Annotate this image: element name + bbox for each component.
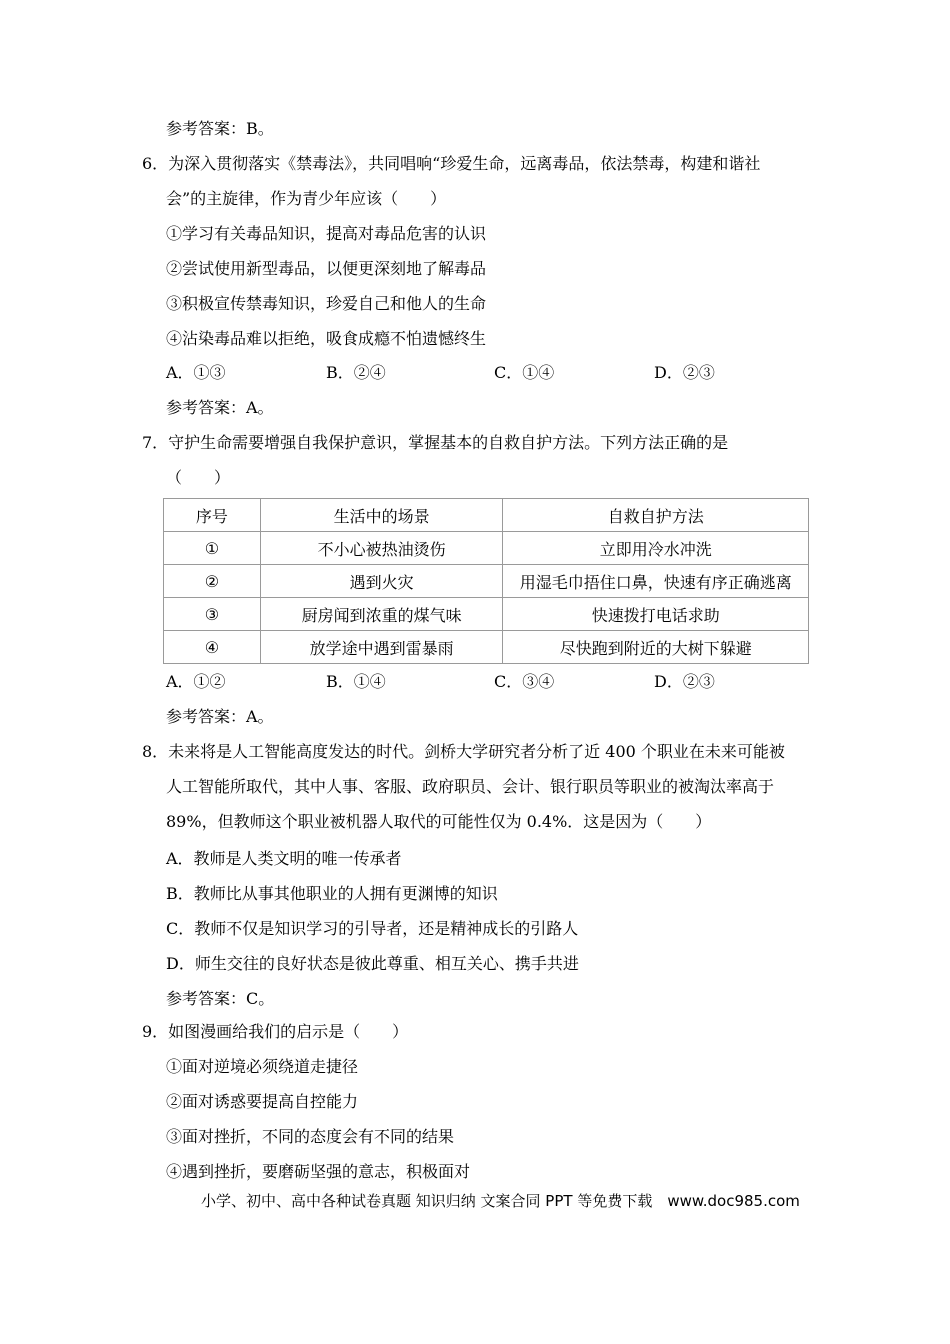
q7-option-a: A．①② xyxy=(166,672,226,691)
q8-stem-line1: 8．未来将是人工智能高度发达的时代。剑桥大学研究者分析了近 400 个职业在未来可能被 xyxy=(142,742,785,761)
q6-item-2: ②尝试使用新型毒品，以便更深刻地了解毒品 xyxy=(166,259,487,278)
table-cell: ③ xyxy=(164,598,261,631)
table-cell: 遇到火灾 xyxy=(260,565,503,598)
table-cell: 用湿毛巾捂住口鼻，快速有序正确逃离 xyxy=(503,565,809,598)
q9-item-1: ①面对逆境必须绕道走捷径 xyxy=(166,1057,359,1076)
q9-item-3: ③面对挫折，不同的态度会有不同的结果 xyxy=(166,1127,455,1146)
q5-answer: 参考答案：B。 xyxy=(166,119,274,138)
q7-option-b: B．①④ xyxy=(326,672,386,691)
table-cell: 立即用冷水冲洗 xyxy=(503,532,809,565)
table-cell: 放学途中遇到雷暴雨 xyxy=(260,631,503,664)
table-cell: 厨房闻到浓重的煤气味 xyxy=(260,598,503,631)
q6-option-c: C．①④ xyxy=(494,363,555,382)
header-cell: 序号 xyxy=(164,499,261,532)
table-cell: 不小心被热油烫伤 xyxy=(260,532,503,565)
q9-stem: 9．如图漫画给我们的启示是（ ） xyxy=(142,1022,409,1041)
q9-item-4: ④遇到挫折，要磨砺坚强的意志，积极面对 xyxy=(166,1162,471,1181)
header-cell: 生活中的场景 xyxy=(260,499,503,532)
q6-option-b: B．②④ xyxy=(326,363,386,382)
table-row xyxy=(164,631,809,664)
q6-answer: 参考答案：A。 xyxy=(166,398,274,417)
q8-answer: 参考答案：C。 xyxy=(166,989,275,1008)
q8-option-b: B．教师比从事其他职业的人拥有更渊博的知识 xyxy=(166,884,498,903)
q6-option-d: D．②③ xyxy=(654,363,715,382)
table-cell: 尽快跑到附近的大树下躲避 xyxy=(503,631,809,664)
q7-option-c: C．③④ xyxy=(494,672,555,691)
header-cell: 自救自护方法 xyxy=(503,499,809,532)
q7-option-d: D．②③ xyxy=(654,672,715,691)
q6-stem-line2: 会”的主旋律，作为青少年应该（ ） xyxy=(166,189,447,208)
q8-option-a: A．教师是人类文明的唯一传承者 xyxy=(166,849,402,868)
table-row xyxy=(164,598,809,631)
q6-item-1: ①学习有关毒品知识，提高对毒品危害的认识 xyxy=(166,224,487,243)
q8-option-d: D．师生交往的良好状态是彼此尊重、相互关心、携手共进 xyxy=(166,954,579,973)
table-cell: 快速拨打电话求助 xyxy=(503,598,809,631)
table-cell: ② xyxy=(164,565,261,598)
q6-stem-line1: 6．为深入贯彻落实《禁毒法》，共同唱响“珍爱生命，远离毒品，依法禁毒，构建和谐社 xyxy=(142,154,761,173)
q7-answer: 参考答案：A。 xyxy=(166,707,274,726)
q6-option-a: A．①③ xyxy=(166,363,226,382)
q9-item-2: ②面对诱惑要提高自控能力 xyxy=(166,1092,359,1111)
table-cell: ④ xyxy=(164,631,261,664)
q6-item-3: ③积极宣传禁毒知识，珍爱自己和他人的生命 xyxy=(166,294,487,313)
table-header-row xyxy=(164,499,809,532)
q8-option-c: C．教师不仅是知识学习的引导者，还是精神成长的引路人 xyxy=(166,919,579,938)
table-row xyxy=(164,532,809,565)
q7-stem-line2: （ ） xyxy=(166,468,231,487)
q8-stem-line2: 人工智能所取代，其中人事、客服、政府职员、会计、银行职员等职业的被淘汰率高于 xyxy=(166,777,775,796)
q8-stem-line3: 89%，但教师这个职业被机器人取代的可能性仅为 0.4%．这是因为（ ） xyxy=(166,812,712,831)
table-cell: ① xyxy=(164,532,261,565)
table-row xyxy=(164,565,809,598)
q7-stem-line1: 7．守护生命需要增强自我保护意识，掌握基本的自救自护方法。下列方法正确的是 xyxy=(142,433,729,452)
self-rescue-table xyxy=(163,498,809,664)
page-footer: 小学、初中、高中各种试卷真题 知识归纳 文案合同 PPT 等免费下载 www.doc985.com xyxy=(201,1192,800,1210)
q6-item-4: ④沾染毒品难以拒绝，吸食成瘾不怕遗憾终生 xyxy=(166,329,487,348)
